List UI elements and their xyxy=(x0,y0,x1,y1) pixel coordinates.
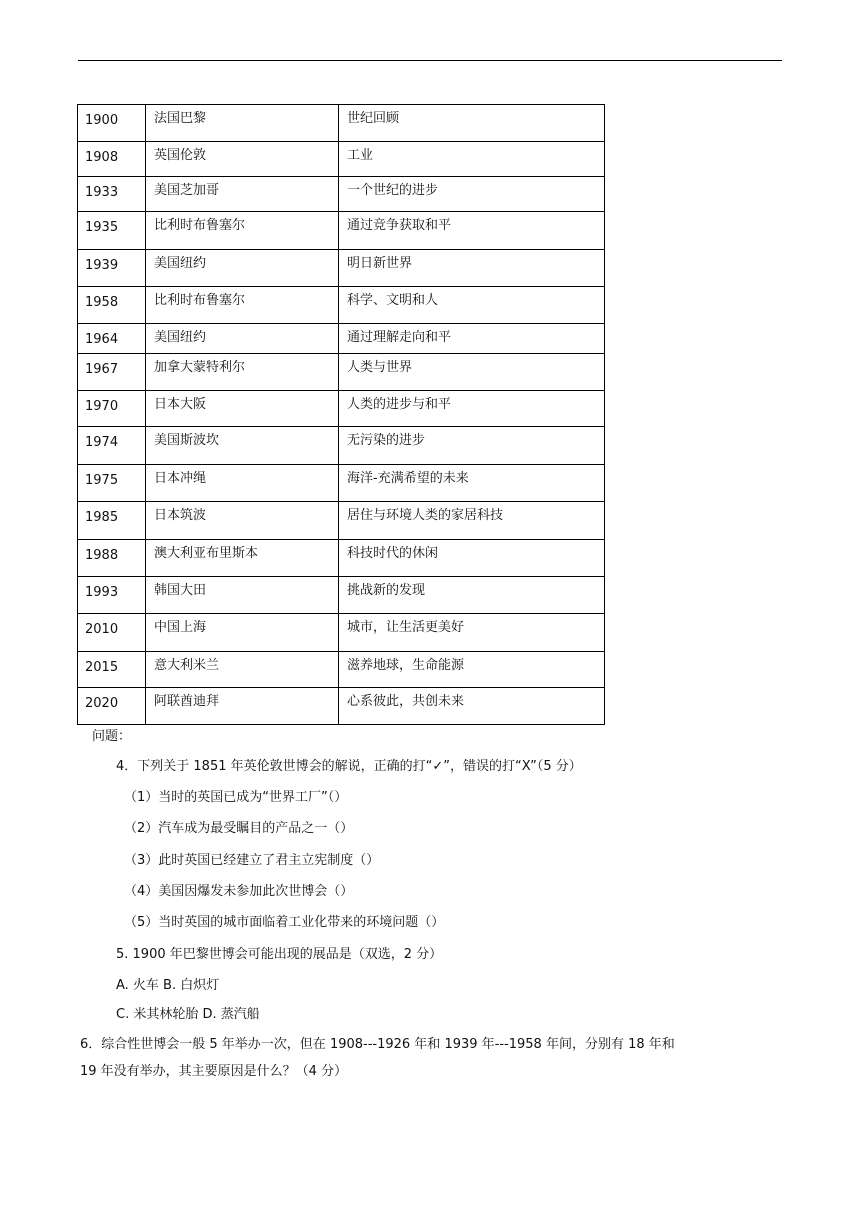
table-row xyxy=(78,250,605,287)
city-cell: 韩国大田 xyxy=(146,577,339,614)
year-cell: 1970 xyxy=(78,391,146,427)
header-rule xyxy=(78,60,782,61)
year-cell: 1939 xyxy=(78,250,146,287)
theme-cell: 滋养地球，生命能源 xyxy=(339,652,605,688)
year-cell: 2010 xyxy=(78,614,146,652)
city-cell: 澳大利亚布里斯本 xyxy=(146,540,339,577)
theme-cell: 居住与环境人类的家居科技 xyxy=(339,502,605,540)
q6-line2: 19 年没有举办，其主要原因是什么？（4 分） xyxy=(80,1064,348,1079)
questions-label: 问题： xyxy=(92,729,132,744)
year-cell: 1974 xyxy=(78,427,146,465)
city-cell: 英国伦敦 xyxy=(146,142,339,177)
city-cell: 阿联酋迪拜 xyxy=(146,688,339,725)
table-row xyxy=(78,354,605,391)
city-cell: 美国纽约 xyxy=(146,250,339,287)
city-cell: 日本冲绳 xyxy=(146,465,339,502)
city-cell: 美国芝加哥 xyxy=(146,177,339,212)
city-cell: 意大利米兰 xyxy=(146,652,339,688)
q4-item-4: （4）美国因爆发未参加此次世博会（） xyxy=(124,884,354,899)
table-row xyxy=(78,652,605,688)
table-row xyxy=(78,465,605,502)
city-cell: 日本筑波 xyxy=(146,502,339,540)
year-cell: 2020 xyxy=(78,688,146,725)
city-cell: 法国巴黎 xyxy=(146,105,339,142)
expo-table-body xyxy=(78,105,605,725)
table-row xyxy=(78,688,605,725)
year-cell: 1985 xyxy=(78,502,146,540)
city-cell: 美国斯波坎 xyxy=(146,427,339,465)
q6-line1: 6．综合性世博会一般 5 年举办一次，但在 1908---1926 年和 1939 年---1958 年间，分别有 18 年和 xyxy=(80,1037,675,1052)
year-cell: 1993 xyxy=(78,577,146,614)
table-row xyxy=(78,212,605,250)
theme-cell: 明日新世界 xyxy=(339,250,605,287)
theme-cell: 世纪回顾 xyxy=(339,105,605,142)
city-cell: 美国纽约 xyxy=(146,324,339,354)
city-cell: 比利时布鲁塞尔 xyxy=(146,212,339,250)
q5-stem: 5. 1900 年巴黎世博会可能出现的展品是（双选，2 分） xyxy=(116,947,443,962)
q4-item-1: （1）当时的英国已成为“世界工厂”（） xyxy=(124,790,348,805)
q4-item-2: （2）汽车成为最受瞩目的产品之一（） xyxy=(124,821,354,836)
table-row xyxy=(78,502,605,540)
table-row xyxy=(78,391,605,427)
year-cell: 1933 xyxy=(78,177,146,212)
table-row xyxy=(78,287,605,324)
q4-item-5: （5）当时英国的城市面临着工业化带来的环境问题（） xyxy=(124,915,445,930)
expo-table xyxy=(77,104,605,725)
city-cell: 中国上海 xyxy=(146,614,339,652)
theme-cell: 无污染的进步 xyxy=(339,427,605,465)
city-cell: 比利时布鲁塞尔 xyxy=(146,287,339,324)
theme-cell: 挑战新的发现 xyxy=(339,577,605,614)
year-cell: 1900 xyxy=(78,105,146,142)
theme-cell: 城市，让生活更美好 xyxy=(339,614,605,652)
table-row xyxy=(78,142,605,177)
city-cell: 加拿大蒙特利尔 xyxy=(146,354,339,391)
year-cell: 1975 xyxy=(78,465,146,502)
table-row xyxy=(78,324,605,354)
table-row xyxy=(78,614,605,652)
table-row xyxy=(78,177,605,212)
q4-stem: 4．下列关于 1851 年英伦敦世博会的解说，正确的打“✓”，错误的打“X”（5 分） xyxy=(116,759,582,774)
table-row xyxy=(78,540,605,577)
theme-cell: 科学、文明和人 xyxy=(339,287,605,324)
theme-cell: 工业 xyxy=(339,142,605,177)
city-cell: 日本大阪 xyxy=(146,391,339,427)
q5-options-line1: A. 火车 B. 白炽灯 xyxy=(116,978,220,993)
table-row xyxy=(78,577,605,614)
theme-cell: 一个世纪的进步 xyxy=(339,177,605,212)
theme-cell: 海洋-充满希望的未来 xyxy=(339,465,605,502)
year-cell: 1958 xyxy=(78,287,146,324)
q4-item-3: （3）此时英国已经建立了君主立宪制度（） xyxy=(124,853,380,868)
theme-cell: 通过理解走向和平 xyxy=(339,324,605,354)
q5-options-line2: C. 米其林轮胎 D. 蒸汽船 xyxy=(116,1007,260,1022)
table-row xyxy=(78,427,605,465)
theme-cell: 通过竞争获取和平 xyxy=(339,212,605,250)
theme-cell: 人类与世界 xyxy=(339,354,605,391)
year-cell: 1935 xyxy=(78,212,146,250)
table-row xyxy=(78,105,605,142)
year-cell: 1908 xyxy=(78,142,146,177)
theme-cell: 人类的进步与和平 xyxy=(339,391,605,427)
year-cell: 1967 xyxy=(78,354,146,391)
theme-cell: 科技时代的休闲 xyxy=(339,540,605,577)
year-cell: 1964 xyxy=(78,324,146,354)
year-cell: 2015 xyxy=(78,652,146,688)
year-cell: 1988 xyxy=(78,540,146,577)
theme-cell: 心系彼此，共创未来 xyxy=(339,688,605,725)
